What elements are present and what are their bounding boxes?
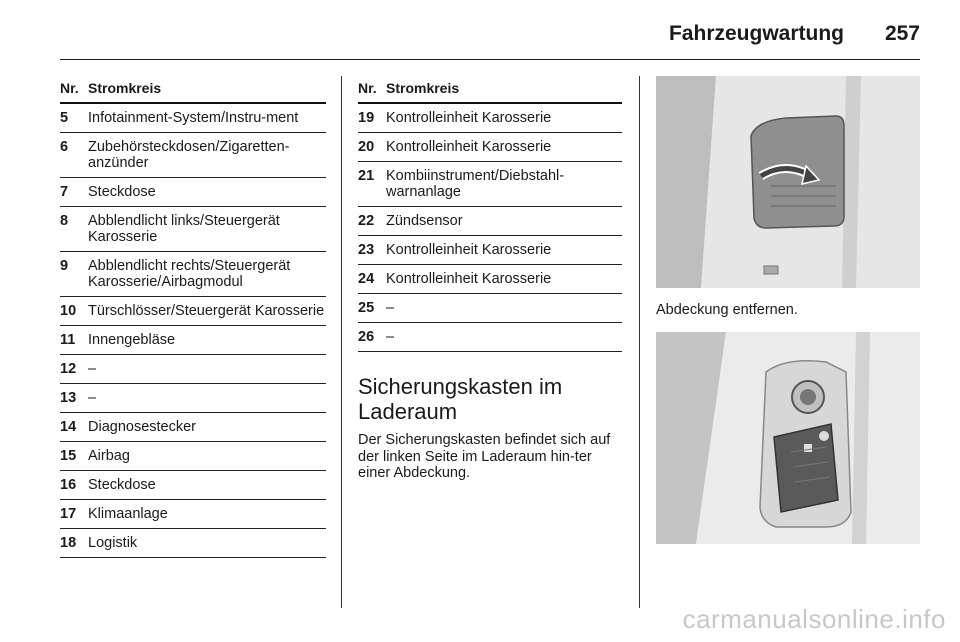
table-row xyxy=(358,265,622,294)
fuse-number: 19 xyxy=(358,110,375,126)
column-header-circuit: Stromkreis xyxy=(88,80,162,96)
fuse-number: 10 xyxy=(60,303,77,319)
fuse-number: 26 xyxy=(358,329,375,345)
watermark: carmanualsonline.info xyxy=(682,604,946,634)
fuse-circuit: Innengebläse xyxy=(88,332,176,348)
figure-cover-removal xyxy=(656,76,920,288)
section-heading: Sicherungskasten im Laderaum xyxy=(358,374,563,424)
table-row xyxy=(60,104,326,133)
table-row xyxy=(358,207,622,236)
table-row xyxy=(60,413,326,442)
section-text: Der Sicherungskasten befindet sich auf der linken Seite im Laderaum hin-ter einer Abdeckung. xyxy=(358,432,611,481)
fuse-circuit: Zubehörsteckdosen/Zigaretten-anzünder xyxy=(88,139,290,171)
fuse-number: 20 xyxy=(358,139,375,155)
fuse-circuit: Kontrolleinheit Karosserie xyxy=(386,139,552,155)
fuse-number: 22 xyxy=(358,213,375,229)
fuse-circuit: Kontrolleinheit Karosserie xyxy=(386,242,552,258)
page-number: 257 xyxy=(884,22,920,45)
fuse-number: 21 xyxy=(358,168,375,184)
fuse-table-right xyxy=(358,80,622,352)
column-header-nr: Nr. xyxy=(60,80,79,96)
fuse-number: 11 xyxy=(60,332,76,348)
fuse-number: 7 xyxy=(60,184,69,200)
fuse-circuit: Airbag xyxy=(88,448,130,464)
table-row xyxy=(60,207,326,252)
fuse-number: 13 xyxy=(60,390,77,406)
figure-fuse-box xyxy=(656,332,920,544)
column-right xyxy=(656,76,920,544)
fuse-circuit: Steckdose xyxy=(88,477,156,493)
table-row xyxy=(60,355,326,384)
page-header xyxy=(60,16,920,60)
fuse-circuit: Logistik xyxy=(88,535,138,551)
fuse-box-illustration xyxy=(656,332,920,544)
column-header-nr: Nr. xyxy=(358,80,377,96)
figure-caption: Abdeckung entfernen. xyxy=(656,302,798,318)
fuse-number: 15 xyxy=(60,448,77,464)
fuse-circuit: Abblendlicht rechts/Steuergerät Karosserie/Airbagmodul xyxy=(88,258,291,290)
column-left xyxy=(60,80,326,558)
table-row xyxy=(60,178,326,207)
fuse-number: 16 xyxy=(60,477,77,493)
header-title: Fahrzeugwartung xyxy=(668,22,844,45)
fuse-circuit: Klimaanlage xyxy=(88,506,168,522)
fuse-number: 8 xyxy=(60,213,69,229)
fuse-circuit: – xyxy=(88,361,97,377)
fuse-number: 5 xyxy=(60,110,69,126)
table-row xyxy=(358,104,622,133)
column-header-circuit: Stromkreis xyxy=(386,80,460,96)
fuse-number: 18 xyxy=(60,535,77,551)
fuse-circuit: – xyxy=(386,329,395,345)
fuse-number: 9 xyxy=(60,258,69,274)
fuse-circuit: – xyxy=(88,390,97,406)
table-row xyxy=(358,323,622,352)
fuse-circuit: Zündsensor xyxy=(386,213,463,229)
column-divider xyxy=(639,76,640,608)
cover-illustration xyxy=(656,76,920,288)
fuse-number: 25 xyxy=(358,300,375,316)
fuse-table-left xyxy=(60,80,326,558)
table-row xyxy=(60,297,326,326)
fuse-circuit: Diagnosestecker xyxy=(88,419,196,435)
table-row xyxy=(358,133,622,162)
column-divider xyxy=(341,76,342,608)
table-row xyxy=(60,252,326,297)
fuse-number: 24 xyxy=(358,271,375,287)
column-middle xyxy=(358,80,622,482)
fuse-circuit: Kontrolleinheit Karosserie xyxy=(386,271,552,287)
fuse-circuit: Kombiinstrument/Diebstahl-warnanlage xyxy=(386,168,565,200)
fuse-circuit: Infotainment-System/Instru-ment xyxy=(88,110,299,126)
table-row xyxy=(358,236,622,265)
table-row xyxy=(60,384,326,413)
table-row xyxy=(60,500,326,529)
fuse-circuit: Kontrolleinheit Karosserie xyxy=(386,110,552,126)
fuse-circuit: Türschlösser/Steuergerät Karosserie xyxy=(88,303,325,319)
table-row xyxy=(60,471,326,500)
table-row xyxy=(60,133,326,178)
table-row xyxy=(60,442,326,471)
fuse-number: 14 xyxy=(60,419,77,435)
fuse-number: 6 xyxy=(60,139,69,155)
table-header xyxy=(60,80,326,104)
fuse-circuit: Abblendlicht links/Steuergerät Karosserie xyxy=(88,213,280,245)
table-row xyxy=(358,294,622,323)
table-row xyxy=(60,326,326,355)
fuse-circuit: Steckdose xyxy=(88,184,156,200)
fuse-number: 12 xyxy=(60,361,77,377)
fuse-circuit: – xyxy=(386,300,395,316)
table-row xyxy=(60,529,326,558)
fuse-number: 17 xyxy=(60,506,77,522)
table-header xyxy=(358,80,622,104)
fuse-number: 23 xyxy=(358,242,375,258)
table-row xyxy=(358,162,622,207)
